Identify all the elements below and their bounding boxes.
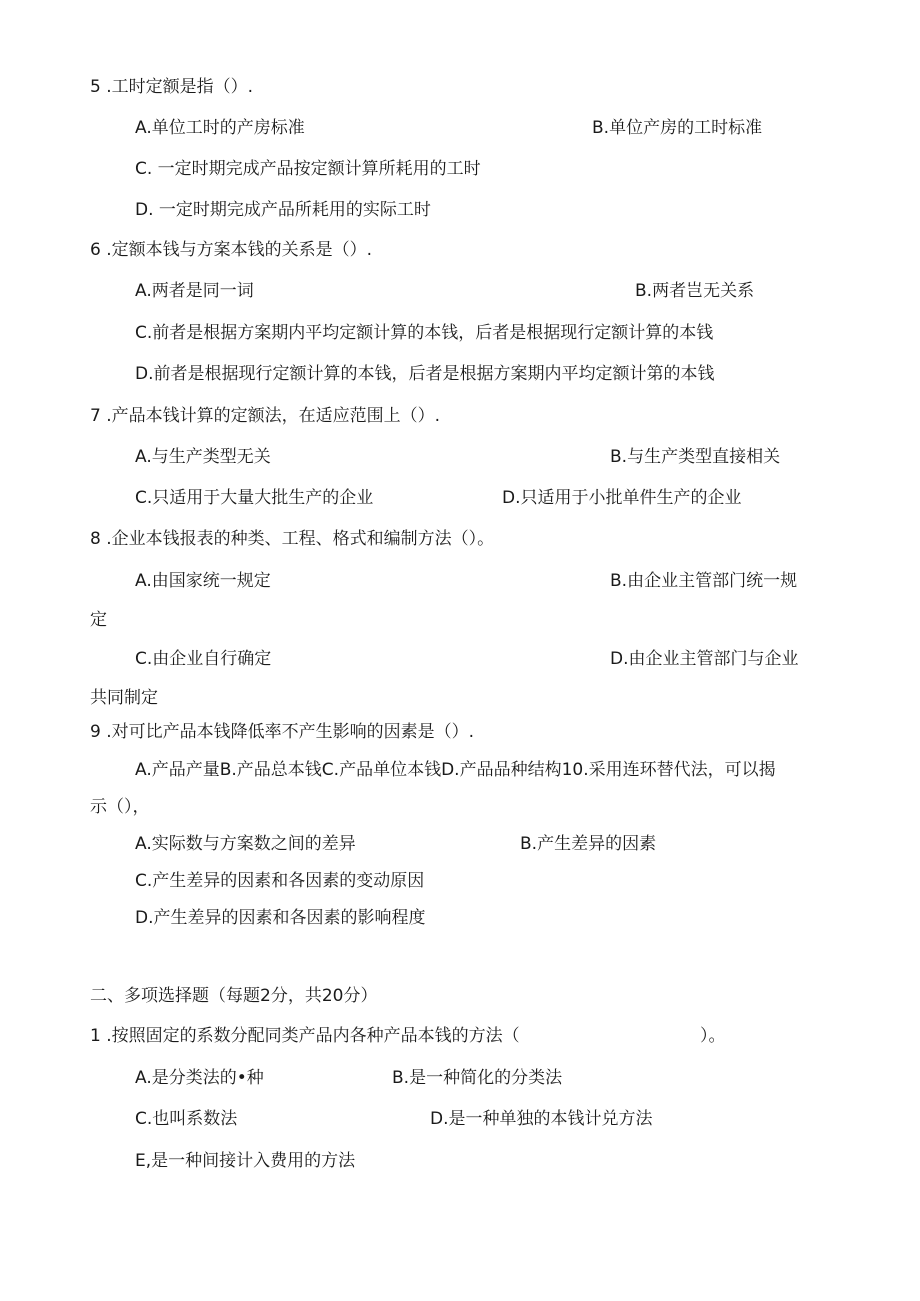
q7-option-b: B.与生产类型直接相关 bbox=[610, 447, 781, 467]
q7-stem: 7 .产品本钱计算的定额法，在适应范围上（）. bbox=[90, 406, 441, 426]
q6-option-b: B.两者岂无关系 bbox=[635, 281, 755, 301]
q7-option-a: A.与生产类型无关 bbox=[135, 447, 271, 467]
q5-option-c: C. 一定时期完成产品按定额计算所耗用的工时 bbox=[135, 159, 481, 179]
section-heading: 二、多项选择题（每题2分，共20分） bbox=[90, 986, 378, 1006]
q10-option-a: A.实际数与方案数之间的差异 bbox=[135, 834, 356, 854]
m1-option-c: C.也叫系数法 bbox=[135, 1109, 238, 1129]
q8-option-a: A.由国家统一规定 bbox=[135, 571, 271, 591]
q5-option-d: D. 一定时期完成产品所耗用的实际工时 bbox=[135, 200, 431, 220]
m1-stem-end: ）。 bbox=[700, 1026, 726, 1046]
q6-option-a: A.两者是同一词 bbox=[135, 281, 254, 301]
q10-option-c: C.产生差异的因素和各因素的变动原因 bbox=[135, 871, 425, 891]
q8-option-d-continued: 共同制定 bbox=[90, 688, 158, 708]
m1-option-b: B.是一种简化的分类法 bbox=[392, 1068, 563, 1088]
q9-stem: 9 .对可比产品本钱降低率不产生影响的因素是（）. bbox=[90, 722, 475, 742]
q8-option-c: C.由企业自行确定 bbox=[135, 649, 272, 669]
m1-option-e: E,是一种间接计入费用的方法 bbox=[135, 1151, 356, 1171]
q5-option-b: B.单位产房的工时标准 bbox=[592, 118, 763, 138]
q6-option-c: C.前者是根据方案期内平均定额计算的本钱，后者是根据现行定额计算的本钱 bbox=[135, 323, 714, 343]
q6-stem: 6 .定额本钱与方案本钱的关系是（）. bbox=[90, 240, 373, 260]
m1-stem: 1 .按照固定的系数分配同类产品内各种产品本钱的方法（ bbox=[90, 1026, 520, 1046]
q10-stem-continued: 示（）， bbox=[90, 797, 150, 817]
q5-stem: 5 .工时定额是指（）. bbox=[90, 77, 254, 97]
q5-option-a: A.单位工时的产房标准 bbox=[135, 118, 305, 138]
m1-option-a: A.是分类法的•种 bbox=[135, 1068, 264, 1088]
q8-option-b-continued: 定 bbox=[90, 610, 107, 630]
q10-option-d: D.产生差异的因素和各因素的影响程度 bbox=[135, 908, 426, 928]
q8-stem: 8 .企业本钱报表的种类、工程、格式和编制方法（）。 bbox=[90, 529, 495, 549]
q7-option-d: D.只适用于小批单件生产的企业 bbox=[502, 488, 742, 508]
m1-option-d: D.是一种单独的本钱计兑方法 bbox=[430, 1109, 653, 1129]
q6-option-d: D.前者是根据现行定额计算的本钱，后者是根据方案期内平均定额计第的本钱 bbox=[135, 364, 715, 384]
q7-option-c: C.只适用于大量大批生产的企业 bbox=[135, 488, 374, 508]
q8-option-b: B.由企业主管部门统一规 bbox=[610, 571, 798, 591]
q10-option-b: B.产生差异的因素 bbox=[520, 834, 657, 854]
q9-options-q10-stem: A.产品产量B.产品总本钱C.产品单位本钱D.产品品种结构10.采用连环替代法，可以揭 bbox=[135, 760, 776, 780]
q8-option-d: D.由企业主管部门与企业 bbox=[610, 649, 799, 669]
